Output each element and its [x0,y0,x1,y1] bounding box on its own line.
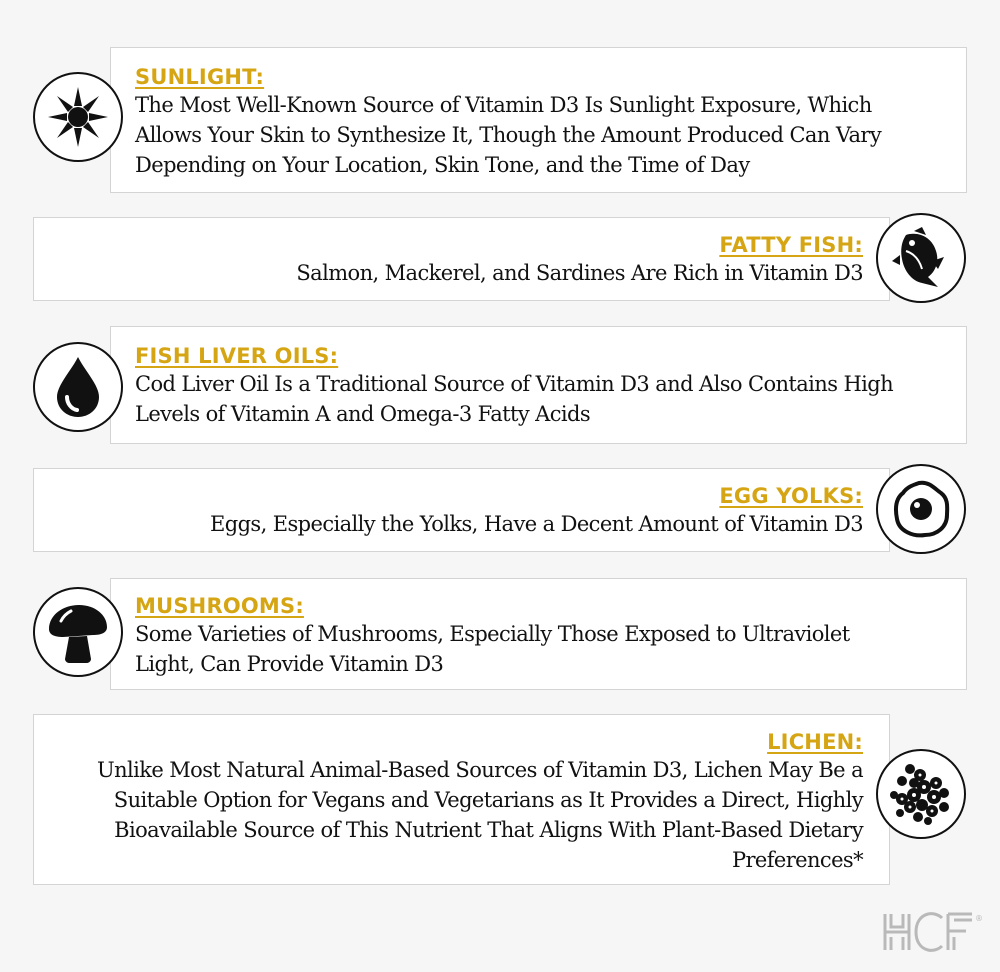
section-heading: SUNLIGHT: [135,65,265,89]
hcf-logo [882,910,988,954]
section-text-line: Preferences* [731,848,863,872]
section-text-line: Bioavailable Source of This Nutrient That Aligns With Plant-Based Dietary [114,818,863,842]
mushrooms-card [110,578,967,690]
oil-drop-icon [33,342,123,432]
section-text-line: Cod Liver Oil Is a Traditional Source of Vitamin D3 and Also Contains High [135,372,894,396]
section-text-line: Unlike Most Natural Animal-Based Sources of Vitamin D3, Lichen May Be a [96,758,863,782]
section-heading: FISH LIVER OILS: [135,344,339,368]
fried-egg-icon [876,464,966,554]
svg-text:®: ® [975,914,983,923]
hcf-logo-mark [882,910,988,954]
lichen-icon [876,749,966,839]
section-text-line: Depending on Your Location, Skin Tone, and the Time of Day [135,153,750,177]
section-heading: MUSHROOMS: [135,594,304,618]
section-text-line: Some Varieties of Mushrooms, Especially Those Exposed to Ultraviolet [135,622,850,646]
section-text-line: Eggs, Especially the Yolks, Have a Decent Amount of Vitamin D3 [210,512,863,536]
section-heading: LICHEN: [767,730,863,754]
lichen-card [33,714,890,885]
section-text-line: Suitable Option for Vegans and Vegetarians as It Provides a Direct, Highly [113,788,863,812]
fatty-fish-card [33,217,890,301]
section-text-line: Allows Your Skin to Synthesize It, Though the Amount Produced Can Vary [135,123,882,147]
sun-icon [33,72,123,162]
section-heading: FATTY FISH: [719,233,863,257]
section-heading: EGG YOLKS: [719,484,863,508]
section-text-line: The Most Well-Known Source of Vitamin D3 Is Sunlight Exposure, Which [135,93,872,117]
section-text-line: Salmon, Mackerel, and Sardines Are Rich in Vitamin D3 [296,261,863,285]
section-text-line: Levels of Vitamin A and Omega-3 Fatty Acids [135,402,591,426]
section-text-line: Light, Can Provide Vitamin D3 [135,652,444,676]
mushroom-icon [33,587,123,677]
fish-liver-oils-card [110,326,967,444]
sunlight-card [110,47,967,193]
egg-yolks-card [33,468,890,552]
fish-icon [876,213,966,303]
